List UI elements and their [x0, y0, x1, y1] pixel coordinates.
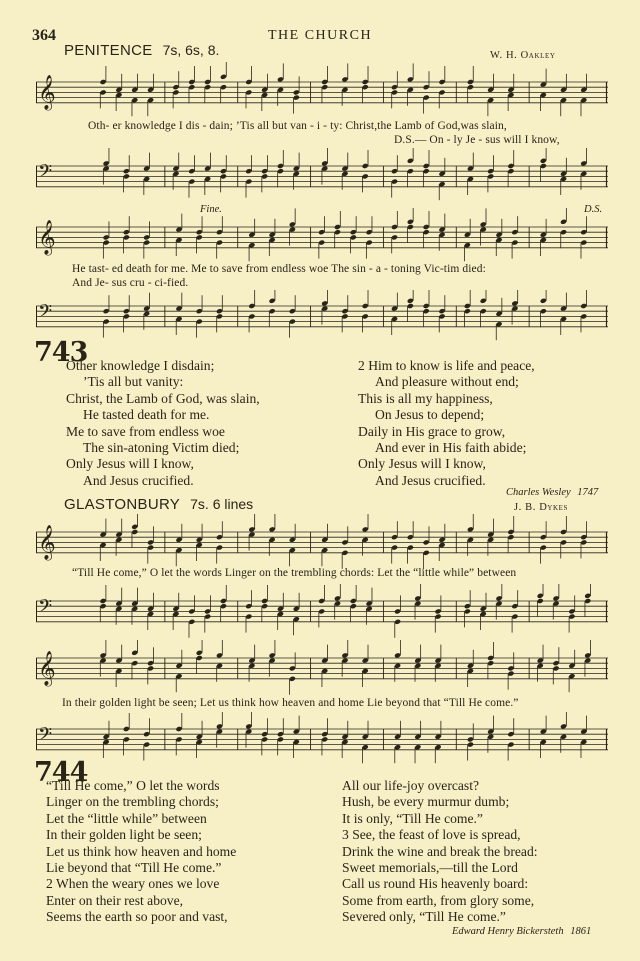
tune-meter: 7s. 6 lines — [190, 496, 254, 512]
verse-line: Sweet memorials,—till the Lord — [342, 860, 518, 876]
lyric-line: D.S.— On - ly Je - sus will I know, — [394, 134, 560, 146]
hymn-number: 743 — [34, 337, 88, 368]
verse-line: Lie beyond that “Till He come.” — [46, 860, 222, 876]
music-staff — [36, 584, 608, 638]
svg-text:𝄢: 𝄢 — [38, 596, 53, 622]
hymn-number: 744 — [34, 757, 88, 788]
tune-heading — [64, 42, 219, 60]
author-name: Charles Wesley — [506, 487, 571, 498]
lyric-line: “Till He come,” O let the words Linger on the trembling chords: Let the “little while” between — [72, 567, 517, 579]
svg-text:𝄢: 𝄢 — [38, 161, 53, 187]
lyric-line: In their golden light be seen; Let us think how heaven and home Lie beyond that “Till He come.” — [62, 697, 519, 709]
verse-line: In their golden light be seen; — [46, 827, 202, 843]
verse-line: It is only, “Till He come.” — [342, 810, 483, 826]
verse-line: 3 See, the feast of love is spread, — [342, 827, 521, 843]
verse-line: On Jesus to depend; — [375, 407, 485, 423]
author-year: 1861 — [570, 926, 592, 937]
verse-line: Enter on their rest above, — [46, 892, 184, 908]
verse-line: He tasted death for me. — [83, 407, 210, 423]
verse-line: ’Tis all but vanity: — [83, 374, 184, 390]
music-staff — [36, 712, 608, 766]
verse-line: And ever in His faith abide; — [375, 440, 527, 456]
music-staff — [36, 62, 608, 122]
verse-line: Other knowledge I disdain; — [66, 358, 215, 373]
music-staff — [36, 640, 608, 696]
verse-line: And Jesus crucified. — [83, 472, 194, 488]
music-staff — [36, 148, 608, 204]
tune-heading — [64, 496, 253, 514]
verse-line: Christ, the Lamb of God, was slain, — [66, 390, 260, 406]
author-year: 1747 — [577, 487, 599, 498]
verse-line: 2 Him to know is life and peace, — [358, 358, 535, 373]
verse-line: Only Jesus will I know, — [358, 456, 486, 472]
verse-line: The sin-atoning Victim died; — [83, 440, 240, 456]
author-credit — [506, 487, 598, 498]
svg-text:𝄞: 𝄞 — [38, 524, 56, 560]
verse-line: And pleasure without end; — [375, 374, 519, 390]
svg-text:𝄞: 𝄞 — [38, 74, 56, 110]
verse-line: Severed only, “Till He come.” — [342, 909, 506, 925]
verse-line: Let us think how heaven and home — [46, 843, 237, 859]
author-credit — [452, 926, 591, 937]
tune-meter: 7s, 6s, 8. — [162, 42, 220, 58]
ds-mark: D.S. — [584, 204, 603, 215]
composer: J. B. Dykes — [514, 502, 569, 513]
lyric-line: He tast- ed death for me. Me to save from endless woe The sin - a - toning Vic-tim died: — [72, 263, 486, 275]
tune-name: PENITENCE — [64, 42, 153, 59]
verse-column — [342, 778, 538, 926]
verse-line: Call us round His heavenly board: — [342, 876, 529, 892]
verse-column — [46, 778, 236, 926]
verse-line: Only Jesus will I know, — [66, 456, 194, 472]
verse-line: 2 When the weary ones we love — [46, 876, 220, 892]
author-name: Edward Henry Bickersteth — [452, 926, 564, 937]
verse-line: This is all my happiness, — [358, 390, 493, 406]
verse-column — [358, 358, 535, 489]
page-number: 364 — [32, 27, 56, 44]
fine-mark: Fine. — [200, 204, 222, 215]
svg-text:𝄢: 𝄢 — [38, 724, 53, 750]
music-staff — [36, 514, 608, 570]
verse-line: Daily in His grace to grow, — [358, 423, 506, 439]
verse-line: Linger on the trembling chords; — [46, 794, 219, 810]
verse-line: Drink the wine and break the bread: — [342, 843, 538, 859]
tune-name: GLASTONBURY — [64, 496, 181, 513]
verse-line: Some from earth, from glory some, — [342, 892, 535, 908]
lyric-line: Oth- er knowledge I dis - dain; ’Tis all but van - i - ty: Christ,the Lamb of God,was slain, — [88, 120, 507, 132]
verse-column — [66, 358, 260, 489]
svg-text:𝄞: 𝄞 — [38, 650, 56, 686]
verse-line: Me to save from endless woe — [66, 423, 225, 439]
verse-line: Hush, be every murmur dumb; — [342, 794, 510, 810]
verse-line: “Till He come,” O let the words — [46, 778, 220, 793]
music-staff — [36, 208, 608, 266]
page-title: THE CHURCH — [268, 28, 373, 43]
music-staff — [36, 290, 608, 342]
verse-line: Let the “little while” between — [46, 810, 207, 826]
composer: W. H. Oakley — [490, 50, 556, 61]
verse-line: And Jesus crucified. — [375, 472, 486, 488]
verse-line: All our life-joy overcast? — [342, 778, 480, 793]
svg-text:𝄞: 𝄞 — [38, 219, 56, 255]
svg-text:𝄢: 𝄢 — [38, 301, 53, 327]
lyric-line: And Je- sus cru - ci-fied. — [72, 277, 189, 289]
verse-line: Seems the earth so poor and vast, — [46, 909, 228, 925]
